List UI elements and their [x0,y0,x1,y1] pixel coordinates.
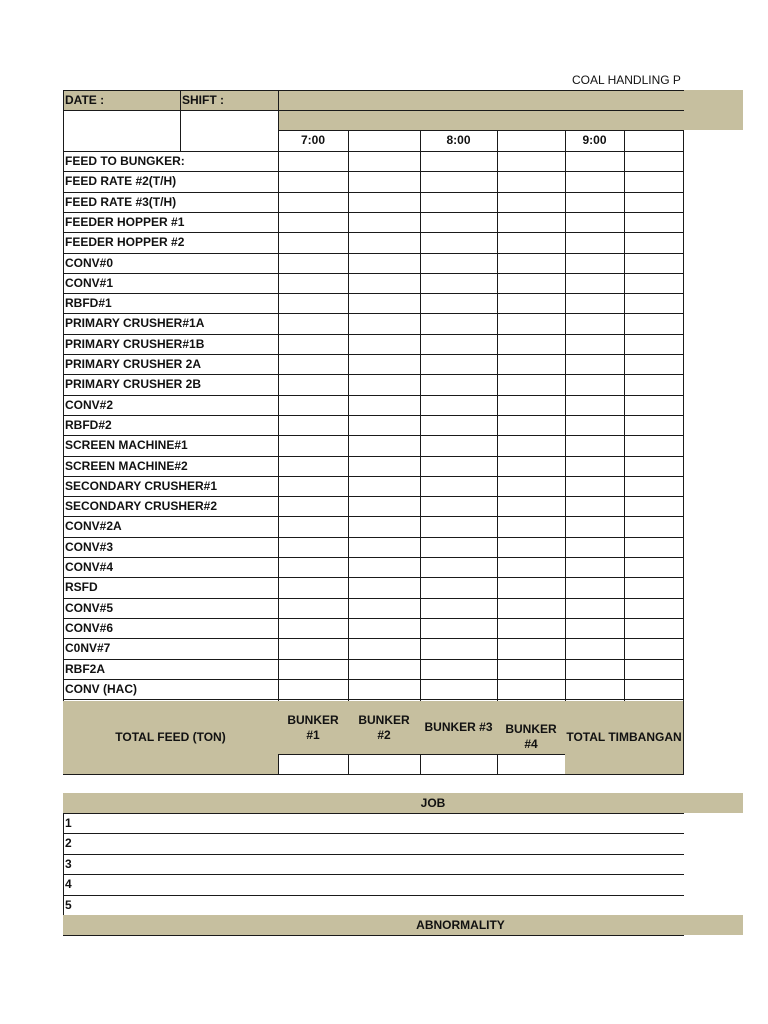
job-row-line [63,895,684,896]
equipment-row-label: FEED RATE #3(T/H) [65,195,177,209]
row-line [63,253,684,254]
header-top-line [63,90,684,91]
equipment-row-label: SCREEN MACHINE#2 [65,459,188,473]
bunker-1-label: BUNKER #1 [287,712,339,742]
job-item-number: 2 [65,836,72,850]
job-label: JOB [420,796,446,810]
row-line [63,273,684,274]
job-item-number: 1 [65,816,72,830]
row-line [63,679,684,680]
row-line [63,598,684,599]
date-shift-divider [180,90,181,152]
row-line [63,699,684,700]
equipment-row-label: RBFD#1 [65,296,112,310]
abnormality-bottom-line [63,935,684,936]
equipment-row-label: PRIMARY CRUSHER 2B [65,377,202,391]
header-band-second [278,110,743,130]
equipment-row-label: CONV#5 [65,601,114,615]
job-item-number: 3 [65,857,72,871]
row-line [63,395,684,396]
row-line [63,293,684,294]
equipment-row-label: RBFD#2 [65,418,112,432]
equipment-row-label: RBF2A [65,662,106,676]
time-slot-7: 7:00 [300,133,326,147]
equipment-row-label: CONV (HAC) [65,682,137,696]
job-row-line [63,833,684,834]
equipment-row-label: CONV#1 [65,276,114,290]
equipment-row-label: PRIMARY CRUSHER#1A [65,316,205,330]
row-line [63,516,684,517]
equipment-row-label: C0NV#7 [65,641,111,655]
equipment-row-label: CONV#2A [65,519,122,533]
totals-bottom-line [63,774,684,775]
equipment-row-label: RSFD [65,580,98,594]
date-label: DATE : [65,93,105,107]
equipment-row-label: CONV#4 [65,560,114,574]
row-line [63,659,684,660]
row-line [63,638,684,639]
job-row-line [63,874,684,875]
total-feed-label: TOTAL FEED (TON) [115,730,226,744]
abnormality-label: ABNORMALITY [416,918,505,932]
equipment-row-label: CONV#3 [65,540,114,554]
time-slot-9: 9:00 [582,133,607,147]
total-timbangan-label: TOTAL TIMBANGAN [566,730,682,744]
job-item-number: 4 [65,877,72,891]
column-divider [624,130,625,702]
row-line [63,415,684,416]
equipment-row-label: SECONDARY CRUSHER#1 [65,479,218,493]
job-header-bottom-line [63,813,684,814]
bunker-3-label: BUNKER #3 [424,720,493,734]
row-line [63,557,684,558]
bunker-4-label: BUNKER #4 [505,721,557,751]
equipment-row-label: FEED RATE #2(T/H) [65,174,177,188]
equipment-row-label: CONV#6 [65,621,114,635]
bunker-2-label: BUNKER #2 [358,712,410,742]
equipment-row-label: PRIMARY CRUSHER 2A [65,357,202,371]
equipment-row-label: FEED TO BUNGKER: [65,154,185,168]
header-line [63,110,684,111]
row-line [63,618,684,619]
equipment-row-label: SECONDARY CRUSHER#2 [65,499,218,513]
time-slot-8: 8:00 [446,133,471,147]
equipment-row-label: FEEDER HOPPER #2 [65,235,185,249]
equipment-row-label: SCREEN MACHINE#1 [65,438,188,452]
shift-label: SHIFT : [182,93,224,107]
equipment-row-label: FEEDER HOPPER #1 [65,215,185,229]
row-line [63,577,684,578]
row-line [63,537,684,538]
header-band-top [278,90,743,110]
job-item-number: 5 [65,898,72,912]
job-row-line [63,854,684,855]
equipment-row-label: CONV#0 [65,256,114,270]
equipment-row-label: CONV#2 [65,398,114,412]
equipment-row-label: PRIMARY CRUSHER#1B [65,337,205,351]
page-title: COAL HANDLING P [572,73,681,87]
